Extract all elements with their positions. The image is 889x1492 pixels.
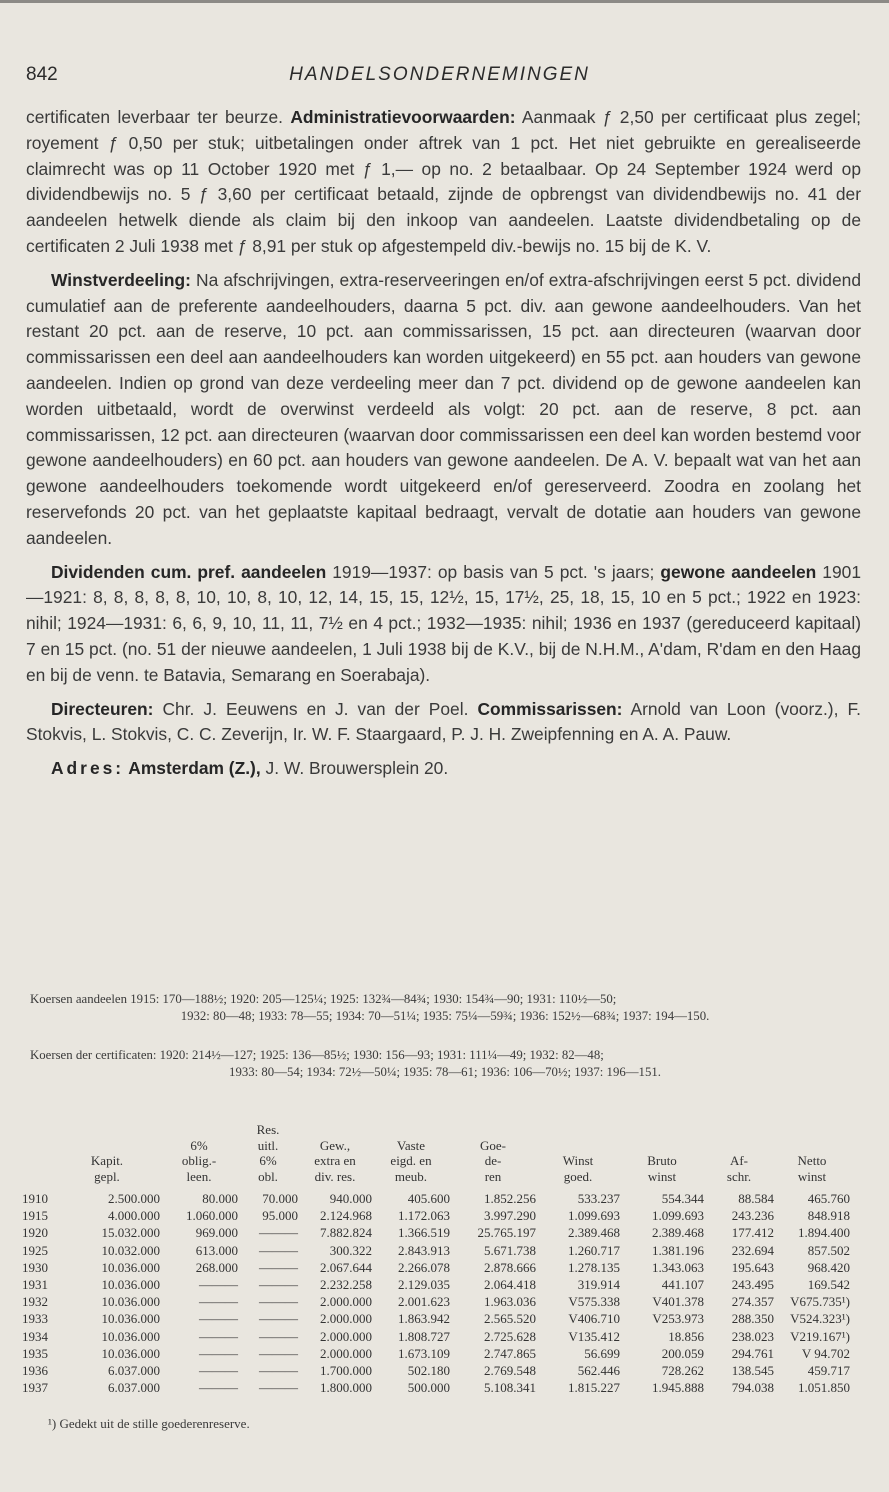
- column-header: Gew., extra en div. res.: [314, 1137, 356, 1184]
- table-cell: ———: [199, 1328, 238, 1344]
- year-cell: 1920: [22, 1225, 48, 1241]
- table-cell: ———: [199, 1294, 238, 1310]
- table-cell: 1.051.850: [798, 1380, 850, 1396]
- table-cell: ———: [199, 1345, 238, 1361]
- table-cell: 1.099.693: [568, 1208, 620, 1224]
- table-cell: 2.067.644: [320, 1259, 372, 1275]
- table-cell: 1.945.888: [652, 1380, 704, 1396]
- table-body: [22, 1190, 862, 1396]
- running-title: HANDELSONDERNEMINGEN: [289, 64, 590, 85]
- table-cell: 70.000: [262, 1191, 298, 1206]
- table-cell: V406.710: [568, 1311, 620, 1327]
- table-cell: 1.700.000: [320, 1362, 372, 1378]
- table-cell: 1.343.063: [652, 1259, 704, 1275]
- table-cell: 2.000.000: [320, 1311, 372, 1327]
- year-cell: 1915: [22, 1208, 48, 1224]
- table-cell: 5.671.738: [484, 1242, 536, 1258]
- table-cell: 1.808.727: [398, 1328, 450, 1344]
- table-cell: 10.032.000: [101, 1242, 160, 1258]
- p4-bold-1: Directeuren:: [51, 698, 154, 719]
- table-row: [22, 1345, 862, 1362]
- page-header: [26, 60, 863, 90]
- year-cell: 1936: [22, 1362, 48, 1378]
- table-cell: 1.278.135: [568, 1259, 620, 1275]
- p2-text-1: Na afschrijvingen, extra-reserveeringen en/of extra-afschrijvingen eerst 5 pct. dividend cumulatief aan de preferente aandeelhouders, daarna 5 pct. div. aan gewone aandeelhouders. Van het restant 20 pct. aan de reserve, 10 pct. aan commissarissen, 15 pct. aan directeuren (waarvan door commissarissen een deel aan aandeelhouders kan worden uitgekeerd) en 55 pct. aan houders van gewone aandeelen. Indien op grond van deze verdeeling meer dan 7 pct. dividend op de gewone aandeelen kan worden uitbetaald, wordt de overwinst verdeeld als volgt: 20 pct. aan de reserve, 8 pct. aan commissarissen, 12 pct. aan directeuren (waarvan door commissarissen een deel kan worden bestemd voor gewone aandeelhouders) en 60 pct. aan houders van gewone aandeelen. De A. V. bepaalt wat van het aan gewone aandeelhouders toekomende wordt uitgekeerd en/of gereserveerd. Zoodra en zoolang het reservefonds 20 pct. van het geplaatste kapitaal bedraagt, vervalt de dotatie aan houders van gewone aandeelen.: [26, 269, 861, 548]
- year-cell: 1925: [22, 1242, 48, 1258]
- table-cell: ———: [199, 1311, 238, 1327]
- table-cell: 794.038: [731, 1380, 774, 1396]
- top-rule: [0, 0, 889, 3]
- table-cell: 2.000.000: [320, 1294, 372, 1310]
- table-cell: 2.064.418: [484, 1276, 536, 1292]
- column-header: Af- schr.: [726, 1153, 752, 1184]
- p2-bold-1: Winstverdeeling:: [51, 269, 191, 290]
- table-cell: 294.761: [731, 1345, 774, 1361]
- table-cell: 2.001.623: [398, 1294, 450, 1310]
- table-cell: 2.565.520: [484, 1311, 536, 1327]
- column-header: Vaste eigd. en meub.: [390, 1137, 432, 1184]
- table-cell: 10.036.000: [101, 1276, 160, 1292]
- table-cell: 10.036.000: [101, 1259, 160, 1275]
- p3-text-1: 1919—1937: op basis van 5 pct. 's jaars;: [326, 561, 661, 582]
- p5-bold-2: Amsterdam (Z.),: [124, 758, 261, 779]
- table-cell: 319.914: [577, 1276, 620, 1292]
- koersen-certificaten: [30, 1047, 860, 1081]
- table-cell: 10.036.000: [101, 1294, 160, 1310]
- footnote: ¹) Gedekt uit de stille goederenreserve.: [48, 1416, 250, 1431]
- table-cell: 2.232.258: [320, 1276, 372, 1292]
- year-cell: 1934: [22, 1328, 48, 1344]
- table-cell: 857.502: [807, 1242, 850, 1258]
- column-header: Goe- de- ren: [480, 1137, 506, 1184]
- table-cell: 2.000.000: [320, 1345, 372, 1361]
- p4-bold-2: Commissarissen:: [477, 698, 623, 719]
- koersen-aandeelen-line-2: 1932: 80—48; 1933: 78—55; 1934: 70—51¼; 1935: 75¼—59¾; 1936: 152½—68¾; 1937: 194—150.: [180, 1009, 710, 1023]
- table-row: [22, 1190, 862, 1207]
- table-cell: ———: [259, 1380, 298, 1396]
- p3-bold-2: gewone aandeelen: [660, 561, 817, 582]
- table-cell: V253.973: [652, 1311, 704, 1327]
- page-number: 842: [26, 64, 58, 85]
- financial-table: [22, 1110, 862, 1396]
- table-cell: 10.036.000: [101, 1311, 160, 1327]
- p4-text-2: Arnold van Loon (voorz.), F. Stokvis, L. Stokvis, C. C. Zeverijn, Ir. W. F. Staargaard, P. J. H. Zweipfenning en A. A. Pauw.: [26, 698, 861, 745]
- table-cell: 169.542: [807, 1276, 850, 1292]
- table-cell: 25.765.197: [477, 1225, 536, 1241]
- p1-text-1: certificaten leverbaar ter beurze.: [26, 107, 291, 127]
- table-cell: 848.918: [807, 1208, 850, 1224]
- column-header: Bruto winst: [647, 1153, 677, 1184]
- table-cell: 2.769.548: [484, 1362, 536, 1378]
- table-cell: ———: [259, 1276, 298, 1292]
- body-text: [26, 105, 861, 790]
- table-cell: 243.236: [731, 1208, 774, 1224]
- table-row: [22, 1310, 862, 1327]
- table-cell: 441.107: [661, 1276, 704, 1292]
- table-cell: 2.878.666: [484, 1259, 536, 1275]
- table-row: [22, 1293, 862, 1310]
- paragraph-winstverdeeling: [26, 268, 861, 552]
- table-cell: 1.963.036: [484, 1294, 536, 1310]
- table-cell: 2.843.913: [398, 1242, 450, 1258]
- table-cell: 6.037.000: [108, 1362, 160, 1378]
- p1-text-2: Aanmaak ƒ 2,50 per certificaat plus zegel; royement ƒ 0,50 per stuk; uitbetalingen onder aftrek van 1 pct. Het niet gebruikte en gerealiseerde claimrecht was op 11 October 1920 met ƒ 1,— op no. 2 betaalbaar. Op 24 September 1924 werd op dividendbewijs no. 5 ƒ 3,60 per certificaat betaald, zijnde de opbrengst van dividendbewijs no. 41 der aandeelen hetwelk diende als claim bij den inkoop van aandeelen. Laatste dividendbetaling op de certificaten 2 Juli 1938 met ƒ 8,91 per stuk op afgestempeld div.-bewijs no. 15 bij de K. V.: [26, 107, 861, 256]
- table-cell: 2.747.865: [484, 1345, 536, 1361]
- table-cell: 177.412: [731, 1225, 774, 1241]
- table-row: [22, 1328, 862, 1345]
- year-cell: 1930: [22, 1259, 48, 1275]
- table-cell: 80.000: [202, 1191, 238, 1206]
- table-cell: 940.000: [329, 1191, 372, 1206]
- p5-text-1: J. W. Brouwersplein 20.: [260, 758, 449, 779]
- table-cell: 465.760: [807, 1191, 850, 1206]
- table-cell: 562.446: [577, 1362, 620, 1378]
- table-cell: V575.338: [568, 1294, 620, 1310]
- table-cell: V675.735¹): [790, 1294, 850, 1310]
- table-cell: ———: [199, 1362, 238, 1378]
- table-cell: 2.124.968: [320, 1208, 372, 1224]
- table-cell: 18.856: [668, 1328, 704, 1344]
- table-cell: ———: [259, 1225, 298, 1241]
- table-cell: ———: [259, 1328, 298, 1344]
- paragraph-adres: [26, 756, 861, 782]
- table-cell: 1.894.400: [798, 1225, 850, 1241]
- table-cell: 500.000: [407, 1380, 450, 1396]
- table-cell: 1.863.942: [398, 1311, 450, 1327]
- year-cell: 1937: [22, 1380, 48, 1396]
- table-row: [22, 1276, 862, 1293]
- year-cell: 1931: [22, 1276, 48, 1292]
- p3-text-2: 1901—1921: 8, 8, 8, 8, 8, 10, 10, 8, 10, 12, 14, 15, 15, 12½, 15, 17½, 25, 18, 15, 10 en 5 pct.; 1922 en 1923: nihil; 1924—1931: 6, 6, 9, 10, 11, 11, 7½ en 4 pct.; 1932—1935: nihil; 1936 en 1937 (gereduceerd kapitaal) 7 en 15 pct. (no. 51 der nieuwe aandeelen, 1 Juli 1938 bij de K.V., bij de N.H.M., A'dam, R'dam en den Haag en bij de venn. te Batavia, Semarang en Soerabaja).: [26, 561, 861, 685]
- table-cell: V 94.702: [801, 1345, 850, 1361]
- table-cell: 1.800.000: [320, 1380, 372, 1396]
- p4-text-1: Chr. J. Eeuwens en J. van der Poel.: [153, 698, 478, 719]
- p1-bold-1: Administratievoorwaarden:: [290, 107, 516, 127]
- table-cell: 502.180: [407, 1362, 450, 1378]
- table-cell: 554.344: [661, 1191, 704, 1206]
- table-cell: 4.000.000: [108, 1208, 160, 1224]
- column-header: Res. uitl. 6% obl.: [256, 1122, 280, 1184]
- table-cell: 15.032.000: [101, 1225, 160, 1241]
- table-cell: V219.167¹): [790, 1328, 850, 1344]
- table-cell: V401.378: [652, 1294, 704, 1310]
- table-cell: 613.000: [195, 1242, 238, 1258]
- table-cell: 88.584: [738, 1191, 774, 1206]
- table-cell: 2.000.000: [320, 1328, 372, 1344]
- table-cell: 3.997.290: [484, 1208, 536, 1224]
- table-cell: 459.717: [807, 1362, 850, 1378]
- year-cell: 1932: [22, 1294, 48, 1310]
- table-cell: 405.600: [407, 1191, 450, 1206]
- table-cell: 195.643: [731, 1259, 774, 1275]
- table-cell: 2.266.078: [398, 1259, 450, 1275]
- koersen-certificaten-line-2: 1933: 80—54; 1934: 72½—50¼; 1935: 78—61; 1936: 106—70½; 1937: 196—151.: [229, 1065, 661, 1079]
- table-row: [22, 1362, 862, 1379]
- table-cell: 968.420: [807, 1259, 850, 1275]
- column-header: 6% oblig.- leen.: [181, 1137, 217, 1184]
- table-cell: 95.000: [262, 1208, 298, 1224]
- column-header: Netto winst: [797, 1153, 827, 1184]
- table-cell: 200.059: [661, 1345, 704, 1361]
- paragraph-directeuren: [26, 697, 861, 749]
- table-cell: ———: [259, 1362, 298, 1378]
- column-header: Kapit. gepl.: [90, 1153, 124, 1184]
- table-cell: ———: [259, 1345, 298, 1361]
- table-cell: ———: [199, 1380, 238, 1396]
- table-cell: 7.882.824: [320, 1225, 372, 1241]
- table-cell: 1.260.717: [568, 1242, 620, 1258]
- table-cell: 533.237: [577, 1191, 620, 1206]
- table-cell: ———: [259, 1294, 298, 1310]
- table-row: [22, 1259, 862, 1276]
- table-cell: ———: [259, 1259, 298, 1275]
- table-cell: 274.357: [731, 1294, 774, 1310]
- table-cell: 238.023: [731, 1328, 774, 1344]
- paragraph-administratie: [26, 105, 861, 260]
- table-row: [22, 1242, 862, 1259]
- table-cell: 1.815.227: [568, 1380, 620, 1396]
- column-header: Winst goed.: [562, 1153, 594, 1184]
- table-cell: 6.037.000: [108, 1380, 160, 1396]
- koersen-aandeelen-line-1: Koersen aandeelen 1915: 170—188½; 1920: 205—125¼; 1925: 132¾—84¾; 1930: 154¾—90; 1931: 110½—50;: [30, 992, 617, 1006]
- table-cell: 1.172.063: [398, 1208, 450, 1224]
- koersen-certificaten-line-1: Koersen der certificaten: 1920: 214½—127; 1925: 136—85½; 1930: 156—93; 1931: 111¼—49; 1932: 82—48;: [30, 1048, 604, 1062]
- table-cell: 300.322: [329, 1242, 372, 1258]
- paragraph-dividenden: [26, 560, 861, 689]
- year-cell: 1910: [22, 1191, 48, 1206]
- table-row: [22, 1207, 862, 1224]
- table-cell: 728.262: [661, 1362, 704, 1378]
- table-cell: 243.495: [731, 1276, 774, 1292]
- table-cell: ———: [259, 1242, 298, 1258]
- table-cell: 2.500.000: [108, 1191, 160, 1206]
- table-cell: 10.036.000: [101, 1328, 160, 1344]
- table-cell: 56.699: [584, 1345, 620, 1361]
- table-cell: ———: [259, 1311, 298, 1327]
- table-row: [22, 1224, 862, 1241]
- table-cell: 288.350: [731, 1311, 774, 1327]
- table-cell: 2.129.035: [398, 1276, 450, 1292]
- table-row: [22, 1379, 862, 1396]
- table-cell: 1.673.109: [398, 1345, 450, 1361]
- table-cell: 10.036.000: [101, 1345, 160, 1361]
- table-cell: 2.389.468: [568, 1225, 620, 1241]
- table-cell: ———: [199, 1276, 238, 1292]
- table-cell: 969.000: [195, 1225, 238, 1241]
- table-cell: 1.381.196: [652, 1242, 704, 1258]
- koersen-aandeelen: [30, 991, 860, 1025]
- table-cell: 2.389.468: [652, 1225, 704, 1241]
- table-cell: 1.060.000: [186, 1208, 238, 1224]
- year-cell: 1933: [22, 1311, 48, 1327]
- table-cell: 232.694: [731, 1242, 774, 1258]
- table-cell: 2.725.628: [484, 1328, 536, 1344]
- year-cell: 1935: [22, 1345, 48, 1361]
- table-cell: V524.323¹): [790, 1311, 850, 1327]
- table-cell: 138.545: [731, 1362, 774, 1378]
- table-cell: V135.412: [568, 1328, 620, 1344]
- table-cell: 1.852.256: [484, 1191, 536, 1206]
- p3-bold-1: Dividenden cum. pref. aandeelen: [51, 561, 327, 582]
- p5-bold-1: Adres:: [51, 758, 125, 779]
- table-cell: 5.108.341: [484, 1380, 536, 1396]
- table-header: [22, 1110, 862, 1190]
- table-cell: 1.366.519: [398, 1225, 450, 1241]
- table-cell: 268.000: [195, 1259, 238, 1275]
- table-cell: 1.099.693: [652, 1208, 704, 1224]
